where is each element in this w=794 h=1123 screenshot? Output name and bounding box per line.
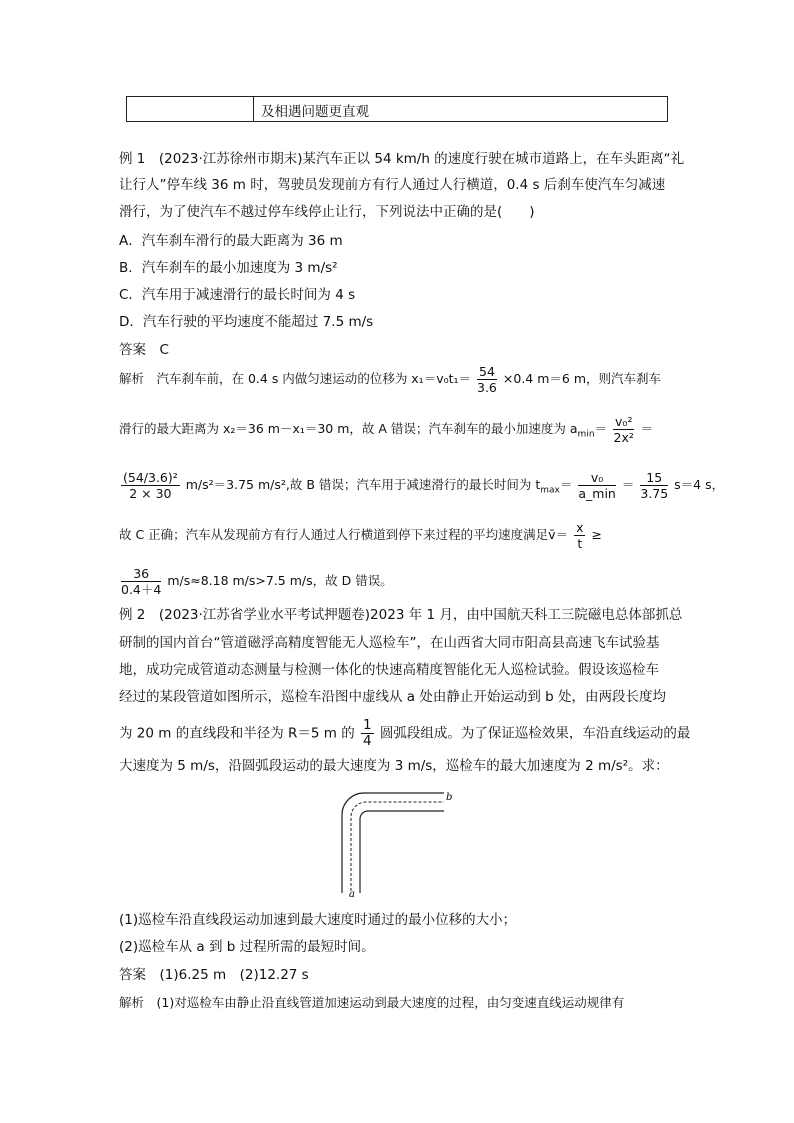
fraction: [578, 470, 615, 501]
example2-part1: (1)巡检车沿直线段运动加速到最大速度时通过的最小位移的大小；: [119, 912, 517, 928]
option-d: D．汽车行驶的平均速度不能超过 7.5 m/s: [119, 314, 374, 330]
example1-question-line1: 例 1 (2023·江苏徐州市期末)某汽车正以 54 km/h 的速度行驶在城市道路上，在车头距离“礼: [119, 151, 685, 167]
path-dashed-line: [351, 802, 444, 891]
example1-question-line2: 让行人”停车线 36 m 时，驾驶员发现前方有行人通过人行横道，0.4 s 后刹车使汽车匀减速: [119, 177, 666, 193]
denominator: 3.75: [640, 486, 669, 501]
numerator: (54/3.6)²: [123, 470, 178, 485]
question-text: 圆弧段组成。为了保证巡检效果，车沿直线运动的最: [379, 725, 691, 742]
option-a: A．汽车刹车滑行的最大距离为 36 m: [119, 233, 343, 249]
solution-text: 滑行的最大距离为 x₂＝36 m－x₁＝30 m，故 A 错误；汽车刹车的最小加速度为 a: [119, 421, 578, 436]
example2-question-line2: 研制的国内首台“管道磁浮高精度智能无人巡检车”，在山西省大同市阳高县高速飞车试验基: [119, 635, 660, 651]
solution-text: ×0.4 m＝6 m，则汽车刹车: [502, 371, 661, 386]
example1-question-line3: 滑行，为了使汽车不越过停车线停止让行，下列说法中正确的是( ): [119, 204, 535, 220]
example1-solution-line4: [119, 520, 602, 551]
fraction: [613, 414, 634, 445]
pipe-outer-wall: [342, 793, 444, 893]
subscript: min: [577, 429, 595, 440]
option-c: C．汽车用于减速滑行的最长时间为 4 s: [119, 287, 356, 303]
numerator: 54: [479, 364, 495, 379]
fraction: [361, 718, 374, 749]
example2-question-line4: 经过的某段管道如图所示，巡检车沿图中虚线从 a 处由静止开始运动到 b 处，由两段长度均: [119, 689, 667, 705]
solution-text: 解析 汽车刹车前，在 0.4 s 内做匀速运动的位移为 x₁＝v₀t₁＝: [119, 371, 472, 386]
example2-question-line6: 大速度为 5 m/s，沿圆弧段运动的最大速度为 3 m/s，巡检车的最大加速度为 2 m/s²。求：: [119, 758, 669, 774]
pipe-diagram: [330, 785, 465, 897]
question-text: 为 20 m 的直线段和半径为 R＝5 m 的: [119, 725, 355, 742]
point-a-label: a: [349, 889, 355, 897]
numerator: x: [576, 520, 584, 535]
example2-solution-line1: 解析 (1)对巡检车由静止沿直线管道加速运动到最大速度的过程，由匀变速直线运动规律有: [119, 995, 625, 1010]
pipe-inner-wall: [360, 811, 444, 893]
denominator: 4: [363, 733, 372, 749]
denominator: 2x²: [613, 430, 634, 445]
example1-solution-line3: [119, 470, 724, 501]
equals: ＝: [559, 477, 573, 492]
solution-text: m/s²＝3.75 m/s²,故 B 错误；汽车用于减速滑行的最长时间为 t: [185, 477, 541, 492]
example1-solution-line5: [119, 566, 393, 597]
point-b-label: b: [446, 792, 453, 803]
fraction: [121, 470, 180, 501]
numerator: 1: [363, 717, 372, 733]
example2-answer: 答案 (1)6.25 m (2)12.27 s: [119, 967, 309, 983]
equals: ＝: [594, 421, 608, 436]
summary-table-row: [126, 96, 668, 122]
fraction: [574, 520, 585, 551]
numerator: v₀: [578, 470, 615, 486]
fraction: [121, 566, 161, 597]
option-b: B．汽车刹车的最小加速度为 3 m/s²: [119, 260, 338, 276]
denominator: t: [577, 536, 583, 551]
subscript: max: [540, 485, 560, 496]
solution-text: m/s≈8.18 m/s>7.5 m/s，故 D 错误。: [167, 573, 393, 588]
example2-part2: (2)巡检车从 a 到 b 过程所需的最短时间。: [119, 939, 375, 955]
numerator: 15: [640, 470, 668, 486]
example2-question-line3: 地，成功完成管道动态测量与检测一体化的快速高精度智能化无人巡检试验。假设该巡检车: [119, 662, 659, 678]
solution-text: s＝4 s，: [674, 477, 725, 492]
fraction: [640, 470, 668, 501]
example1-answer: 答案 C: [119, 342, 169, 358]
example2-question-line5: [119, 718, 690, 749]
example1-solution-line1: [119, 364, 661, 395]
solution-text: ≥: [591, 527, 602, 542]
denominator: 0.4＋4: [121, 582, 162, 597]
denominator: 3.6: [477, 380, 497, 395]
equals: ＝: [640, 421, 653, 436]
numerator: v₀²: [615, 414, 633, 429]
example2-question-line1: 例 2 (2023·江苏省学业水平考试押题卷)2023 年 1 月，由中国航天科工三院磁电总体部抓总: [119, 607, 683, 623]
example1-solution-line2: [119, 414, 653, 445]
denominator: a_min: [578, 486, 616, 501]
solution-text: 故 C 正确；汽车从发现前方有行人通过人行横道到停下来过程的平均速度满足v̄＝: [119, 527, 569, 542]
denominator: 2 × 30: [129, 486, 172, 501]
numerator: 36: [121, 566, 161, 582]
fraction: [477, 364, 497, 395]
table-cell-text: 及相遇问题更直观: [261, 104, 369, 120]
table-cell-empty: [127, 97, 254, 121]
equals: ＝: [621, 477, 635, 492]
